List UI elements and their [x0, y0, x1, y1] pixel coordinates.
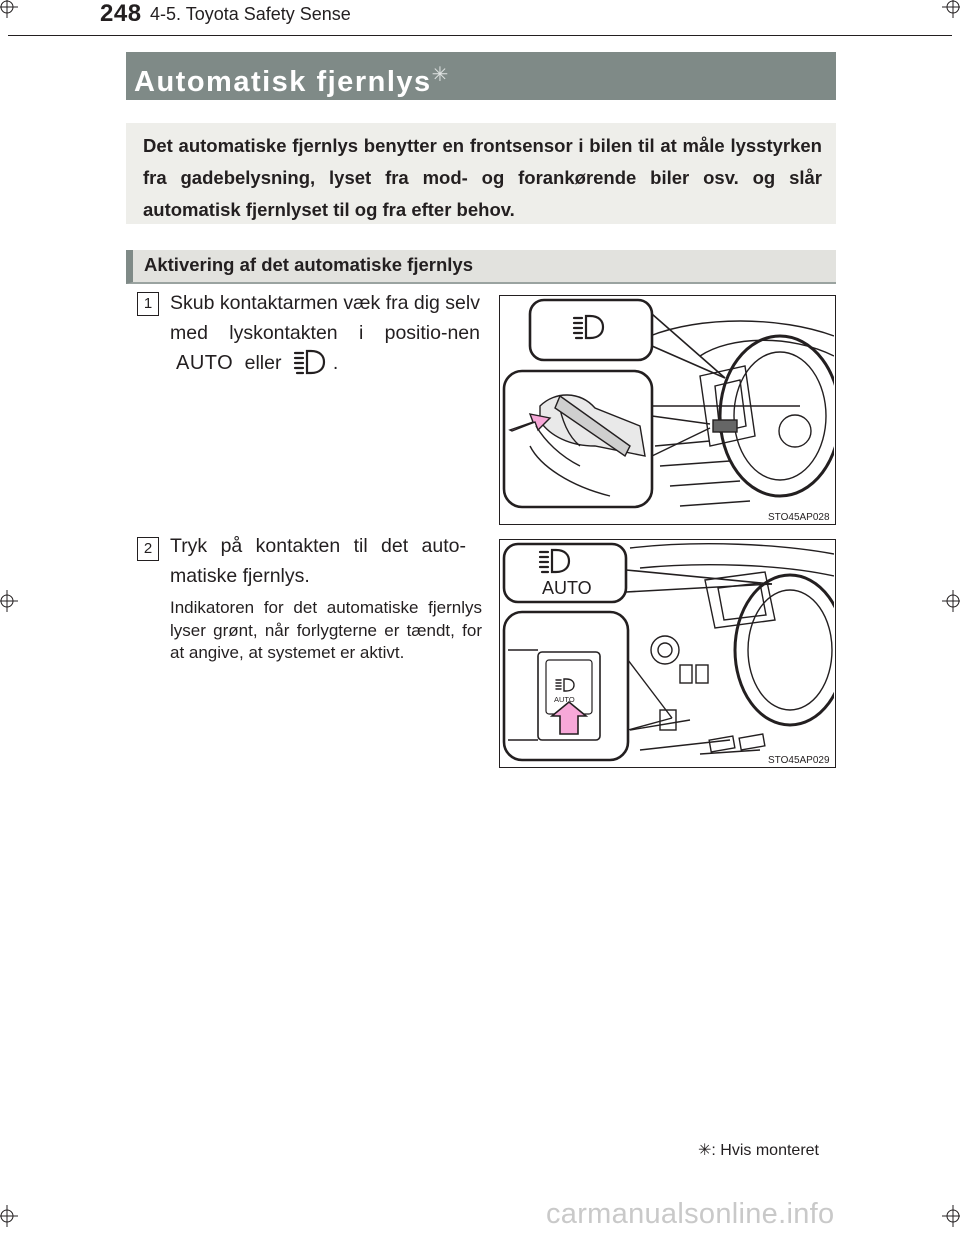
- step-number-1: 1: [137, 292, 159, 316]
- auto-high-beam-icon: [293, 349, 327, 384]
- figure-light-switch-lever: [499, 295, 836, 525]
- header-rule: [8, 35, 952, 36]
- step-number-2: 2: [137, 537, 159, 561]
- step-1-text-middle: eller: [244, 352, 282, 374]
- subsection-heading-text: Aktivering af det automatiske fjernlys: [144, 254, 473, 275]
- intro-text: Det automatiske fjernlys benytter en frontsensor i bilen til at måle lysstyrken fra gadebelysning, lyset fra mod- og forankørende biler osv. og slår automatisk fjernlyset til og fra efter behov.: [143, 135, 822, 220]
- footnote: [698, 1140, 819, 1160]
- crop-mark-icon: [0, 1205, 18, 1227]
- crop-mark-icon: [942, 590, 960, 612]
- step-1-text-after: .: [332, 352, 339, 374]
- footnote-marker: ✳: [698, 1142, 712, 1159]
- callout-auto-label: AUTO: [542, 578, 592, 598]
- watermark: carmanualsonline.info: [546, 1198, 835, 1230]
- crop-mark-icon: [0, 0, 18, 18]
- footnote-text: : Hvis monteret: [711, 1142, 819, 1159]
- switch-illustration: [500, 540, 834, 766]
- button-auto-label: AUTO: [554, 695, 575, 704]
- intro-box: [126, 123, 836, 224]
- auto-position-label: AUTO: [176, 352, 234, 374]
- step-2-text: Tryk på kontakten til det auto-matiske fjernlys.: [170, 535, 466, 587]
- page-number: 248: [100, 0, 142, 27]
- figure-auto-high-beam-switch: [499, 539, 836, 768]
- subsection-heading: [126, 250, 836, 284]
- step-2-note: Indikatoren for det automatiske fjernlys lyser grønt, når forlygterne er tændt, for at angive, at systemet er aktivt.: [170, 598, 482, 662]
- step-1-text-before: Skub kontaktarmen væk fra dig selv med lyskontakten i positio-nen: [170, 292, 480, 344]
- lever-illustration: [500, 296, 834, 523]
- running-head: 4-5. Toyota Safety Sense: [150, 4, 351, 24]
- figure-2-code: STO45AP029: [768, 755, 830, 766]
- crop-mark-icon: [942, 0, 960, 18]
- optional-equipment-marker: ✳: [431, 64, 449, 86]
- step-1-text: [170, 288, 480, 384]
- crop-mark-icon: [0, 590, 18, 612]
- figure-1-code: STO45AP028: [768, 512, 830, 523]
- section-title: Automatisk fjernlys: [134, 66, 432, 98]
- crop-mark-icon: [942, 1205, 960, 1227]
- section-title-bar: [126, 52, 836, 100]
